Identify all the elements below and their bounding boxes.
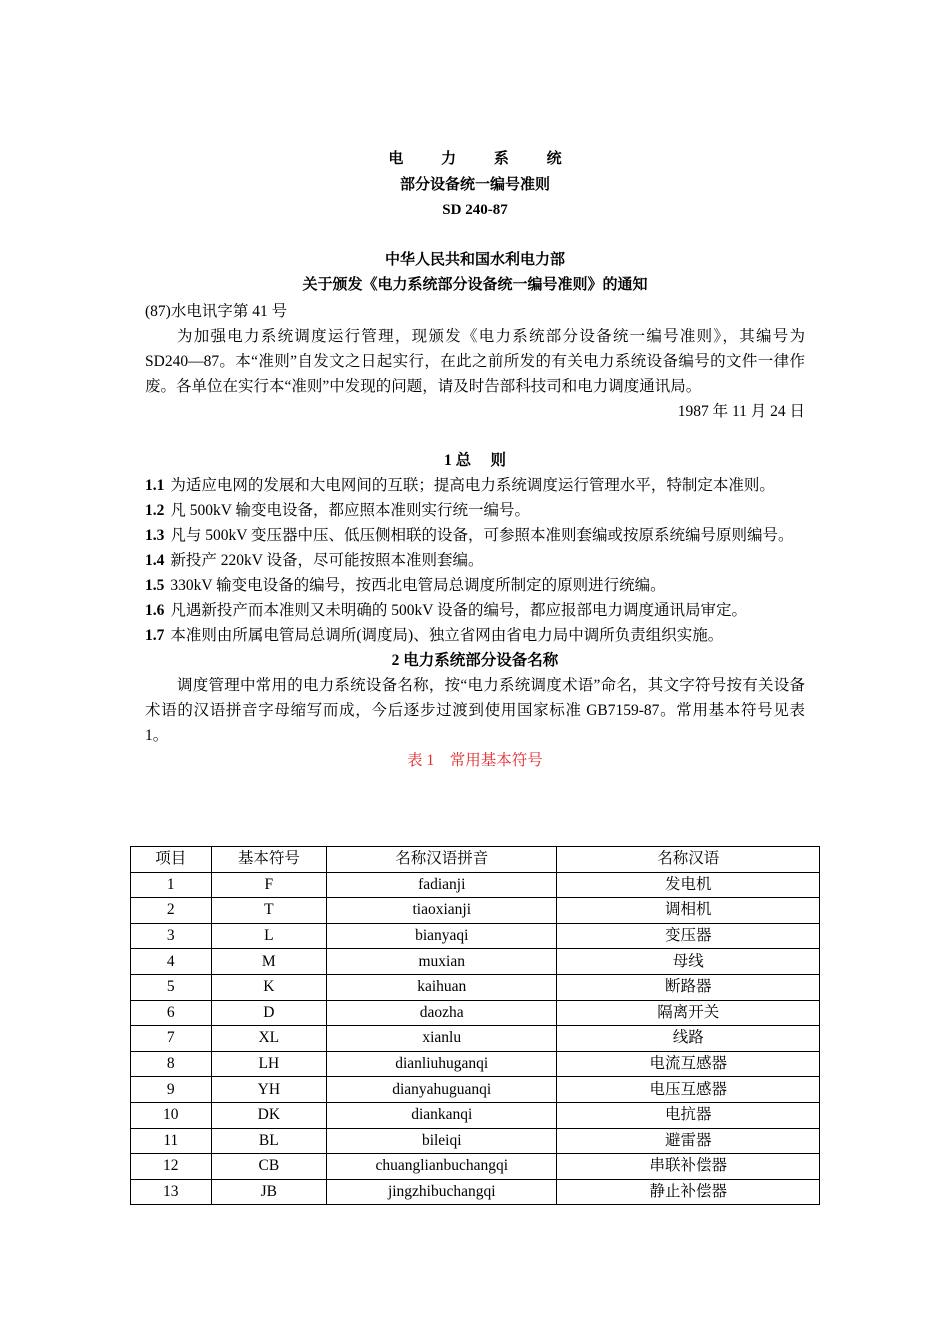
cell-item: 13 (131, 1179, 212, 1205)
cell-chinese: 断路器 (557, 974, 820, 1000)
clause-text: 本准则由所属电管局总调所(调度局)、独立省网由省电力局中调所负责组织实施。 (170, 626, 724, 644)
cell-pinyin: fadianji (327, 872, 557, 898)
cell-symbol: T (211, 898, 326, 924)
cell-chinese: 电压互感器 (557, 1077, 820, 1103)
cell-chinese: 串联补偿器 (557, 1154, 820, 1180)
cell-pinyin: bianyaqi (327, 923, 557, 949)
cell-pinyin: muxian (327, 949, 557, 975)
table-body (131, 872, 820, 1205)
spacer (145, 424, 805, 448)
cell-chinese: 调相机 (557, 898, 820, 924)
cell-symbol: BL (211, 1128, 326, 1154)
cell-item: 10 (131, 1102, 212, 1128)
doc-number: (87)水电讯字第 41 号 (145, 302, 288, 320)
section2-title: 2 电力系统部分设备名称 (391, 651, 559, 669)
clause-item (145, 623, 805, 648)
table-row (131, 923, 820, 949)
cell-item: 1 (131, 872, 212, 898)
notice-body: 为加强电力系统调度运行管理，现颁发《电力系统部分设备统一编号准则》，其编号为 SD240—87。本“准则”自发文之日起实行，在此之前所发的有关电力系统设备编号的文件一律作废。各单位在实行本“准则”中发现的问题，请及时告部科技司和电力调度通讯局。 (145, 327, 805, 395)
cell-pinyin: xianlu (327, 1026, 557, 1052)
clause-number: 1.5 (145, 576, 165, 594)
section2-body: 调度管理中常用的电力系统设备名称，按“电力系统调度术语”命名，其文字符号按有关设备术语的汉语拼音字母缩写而成，今后逐步过渡到使用国家标准 GB7159-87。常用基本符号见表 1。 (145, 676, 805, 744)
cell-chinese: 避雷器 (557, 1128, 820, 1154)
cell-item: 12 (131, 1154, 212, 1180)
cell-symbol: LH (211, 1051, 326, 1077)
document-title-line2: 部分设备统一编号准则 (399, 176, 550, 193)
cell-symbol: L (211, 923, 326, 949)
clause-text: 新投产 220kV 设备，尽可能按照本准则套编。 (170, 551, 484, 569)
cell-pinyin: diankanqi (327, 1102, 557, 1128)
cell-symbol: YH (211, 1077, 326, 1103)
cell-symbol: D (211, 1000, 326, 1026)
cell-symbol: CB (211, 1154, 326, 1180)
cell-chinese: 隔离开关 (557, 1000, 820, 1026)
spacer (145, 224, 805, 248)
section1-title: 1 总 则 (443, 451, 506, 469)
cell-pinyin: jingzhibuchangqi (327, 1179, 557, 1205)
cell-chinese: 电流互感器 (557, 1051, 820, 1077)
clause-number: 1.3 (145, 526, 165, 544)
cell-pinyin: chuanglianbuchangqi (327, 1154, 557, 1180)
cell-item: 11 (131, 1128, 212, 1154)
cell-symbol: DK (211, 1102, 326, 1128)
standard-code: SD 240-87 (442, 202, 508, 218)
table-row (131, 1051, 820, 1077)
table-row (131, 1154, 820, 1180)
cell-chinese: 静止补偿器 (557, 1179, 820, 1205)
cell-symbol: M (211, 949, 326, 975)
table-row (131, 1077, 820, 1103)
cell-chinese: 发电机 (557, 872, 820, 898)
table-row (131, 1000, 820, 1026)
table-row (131, 1179, 820, 1205)
clause-number: 1.2 (145, 501, 165, 519)
cell-chinese: 母线 (557, 949, 820, 975)
cell-item: 9 (131, 1077, 212, 1103)
clause-text: 330kV 输变电设备的编号，按西北电管局总调度所制定的原则进行统编。 (170, 576, 666, 594)
clause-number: 1.4 (145, 551, 165, 569)
clause-text: 为适应电网的发展和大电网间的互联；提高电力系统调度运行管理水平，特制定本准则。 (170, 476, 775, 494)
document-title-line1: 电 力 系 统 (388, 151, 579, 167)
table-row (131, 949, 820, 975)
symbol-table (130, 846, 820, 1205)
header-item: 项目 (131, 847, 212, 873)
cell-symbol: XL (211, 1026, 326, 1052)
issuer-name: 中华人民共和国水利电力部 (384, 251, 565, 268)
cell-item: 7 (131, 1026, 212, 1052)
header-chinese: 名称汉语 (557, 847, 820, 873)
cell-pinyin: kaihuan (327, 974, 557, 1000)
table-header-row (131, 847, 820, 873)
clause-item (145, 498, 805, 523)
header-symbol: 基本符号 (211, 847, 326, 873)
cell-pinyin: dianliuhuganqi (327, 1051, 557, 1077)
clause-number: 1.7 (145, 626, 165, 644)
clause-text: 凡遇新投产而本准则又未明确的 500kV 设备的编号，都应报部电力调度通讯局审定。 (170, 601, 748, 619)
clause-list (145, 473, 805, 648)
notice-title: 关于颁发《电力系统部分设备统一编号准则》的通知 (302, 277, 648, 293)
clause-item (145, 573, 805, 598)
table-row (131, 974, 820, 1000)
cell-chinese: 线路 (557, 1026, 820, 1052)
table-row (131, 1102, 820, 1128)
cell-symbol: F (211, 872, 326, 898)
clause-text: 凡 500kV 输变电设备，都应照本准则实行统一编号。 (170, 501, 531, 519)
table-row (131, 1026, 820, 1052)
document-content (145, 147, 805, 773)
table-row (131, 898, 820, 924)
cell-item: 3 (131, 923, 212, 949)
clause-item (145, 548, 805, 573)
cell-item: 8 (131, 1051, 212, 1077)
cell-symbol: JB (211, 1179, 326, 1205)
clause-number: 1.1 (145, 476, 165, 494)
table-row (131, 872, 820, 898)
cell-chinese: 电抗器 (557, 1102, 820, 1128)
cell-item: 4 (131, 949, 212, 975)
clause-text: 凡与 500kV 变压器中压、低压侧相联的设备，可参照本准则套编或按原系统编号原则编号。 (170, 526, 794, 544)
cell-item: 6 (131, 1000, 212, 1026)
clause-item (145, 473, 805, 498)
cell-item: 2 (131, 898, 212, 924)
cell-chinese: 变压器 (557, 923, 820, 949)
cell-symbol: K (211, 974, 326, 1000)
notice-date: 1987 年 11 月 24 日 (677, 402, 805, 420)
clause-item (145, 598, 805, 623)
table-row (131, 1128, 820, 1154)
clause-item (145, 523, 805, 548)
cell-pinyin: tiaoxianji (327, 898, 557, 924)
clause-number: 1.6 (145, 601, 165, 619)
table-caption: 表 1 常用基本符号 (407, 751, 543, 769)
header-pinyin: 名称汉语拼音 (327, 847, 557, 873)
cell-pinyin: daozha (327, 1000, 557, 1026)
cell-pinyin: bileiqi (327, 1128, 557, 1154)
cell-item: 5 (131, 974, 212, 1000)
cell-pinyin: dianyahuguanqi (327, 1077, 557, 1103)
